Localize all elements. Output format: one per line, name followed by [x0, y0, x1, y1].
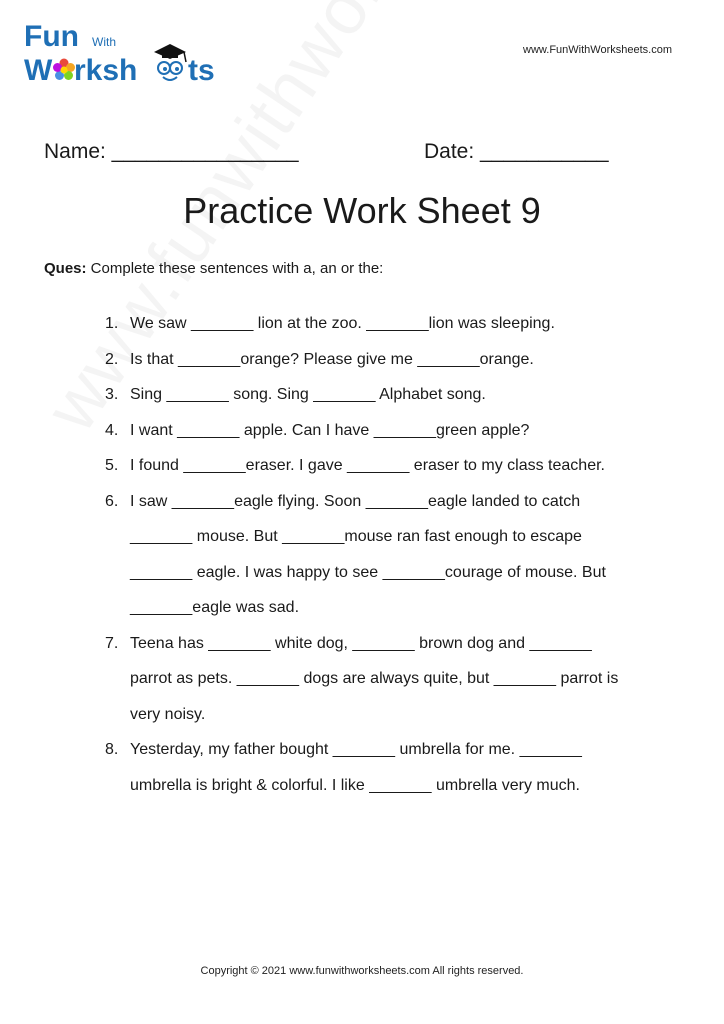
- page-title: Practice Work Sheet 9: [183, 190, 541, 231]
- question-text[interactable]: Yesterday, my father bought _______ umbrella for me. _______: [130, 741, 582, 758]
- ques-label: Ques:: [44, 260, 87, 277]
- question-number: 5.: [105, 457, 119, 474]
- question-item: [105, 413, 685, 449]
- logo-w-text: W: [24, 54, 53, 87]
- question-text[interactable]: I saw _______eagle flying. Soon _______eagle landed to catch: [130, 492, 581, 510]
- question-item: [105, 377, 685, 413]
- question-number: 2.: [105, 350, 119, 368]
- question-text[interactable]: _______ eagle. I was happy to see _______courage of mouse. But: [130, 563, 606, 581]
- instruction-text: Complete these sentences with a, an or the:: [86, 260, 384, 277]
- question-text[interactable]: very noisy.: [130, 705, 206, 723]
- site-url[interactable]: www.FunWithWorksheets.com: [523, 44, 672, 56]
- question-text[interactable]: We saw _______ lion at the zoo. _______lion was sleeping.: [130, 315, 555, 332]
- question-item: [105, 448, 685, 484]
- copyright-footer: Copyright © 2021 www.funwithworksheets.com All rights reserved.: [200, 965, 524, 977]
- name-field[interactable]: Name: ________________: [44, 140, 299, 163]
- question-text[interactable]: _______ mouse. But _______mouse ran fast enough to escape: [130, 528, 582, 545]
- date-field[interactable]: Date: ___________: [424, 140, 609, 163]
- question-number: 1.: [105, 315, 119, 332]
- graduate-face-icon: [154, 44, 186, 80]
- flower-icon: [53, 59, 75, 81]
- question-item: [105, 484, 685, 626]
- question-number: 3.: [105, 386, 119, 403]
- question-number: 7.: [105, 634, 119, 652]
- question-text[interactable]: Teena has _______ white dog, _______ brown dog and _______: [130, 634, 592, 652]
- question-number: 8.: [105, 741, 119, 758]
- question-text[interactable]: umbrella is bright & colorful. I like _______ umbrella very much.: [130, 776, 580, 794]
- question-item: [105, 626, 685, 733]
- instruction: [44, 260, 383, 277]
- brand-logo: [22, 18, 232, 98]
- question-text[interactable]: Is that _______orange? Please give me _______orange.: [130, 350, 534, 368]
- logo-fun-text: Fun: [24, 20, 79, 53]
- question-text[interactable]: I found _______eraser. I gave _______ eraser to my class teacher.: [130, 457, 605, 474]
- question-text[interactable]: Sing _______ song. Sing _______ Alphabet song.: [130, 386, 486, 403]
- question-text[interactable]: parrot as pets. _______ dogs are always quite, but _______ parrot is: [130, 670, 619, 687]
- question-text[interactable]: _______eagle was sad.: [130, 599, 300, 616]
- question-item: [105, 732, 685, 803]
- question-list: [105, 306, 685, 803]
- question-item: [105, 342, 685, 378]
- question-number: 6.: [105, 492, 119, 510]
- question-item: [105, 306, 685, 342]
- question-text[interactable]: I want _______ apple. Can I have _______green apple?: [130, 421, 530, 439]
- logo-graphic: [22, 18, 232, 98]
- logo-ts-text: ts: [188, 54, 215, 87]
- logo-rksh-text: rksh: [74, 54, 138, 87]
- logo-with-text: With: [92, 35, 116, 49]
- question-number: 4.: [105, 421, 119, 439]
